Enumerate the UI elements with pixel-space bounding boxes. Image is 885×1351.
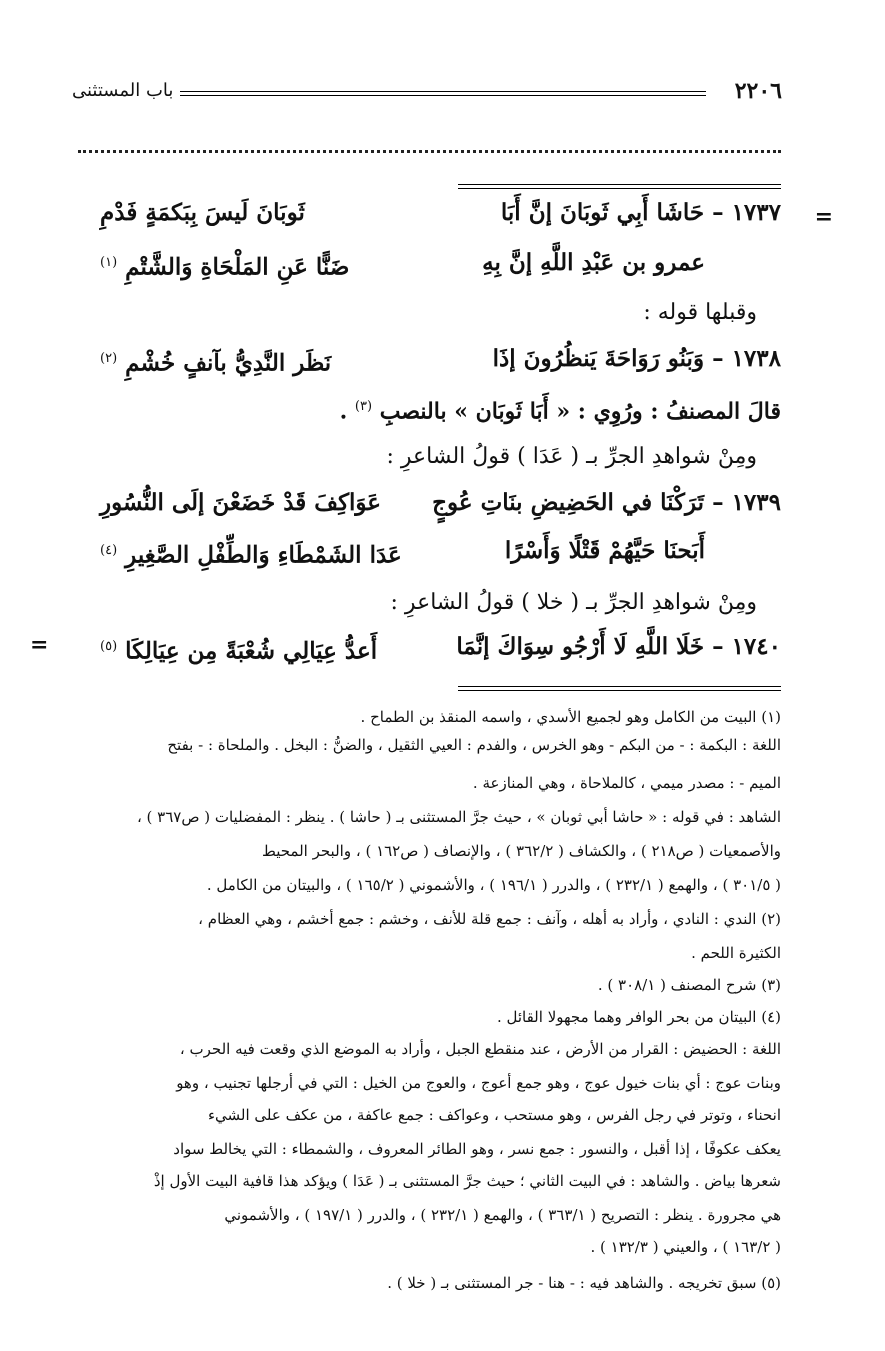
verse-1737-b [482,246,705,280]
continuation-rule [458,184,781,189]
author-remark: قالَ المصنفُ : ورُوِي : « أَبَا ثَوبَان » بالنصبِ $^{(٣)}$ . [339,398,781,425]
verse-1739-a-second [100,486,381,520]
verse-second-half: ثَوبَانَ لَيسَ بِبَكمَةٍ فَدْمِ [100,199,305,226]
margin-equals-top: = [814,204,833,230]
footnote-line: اللغة : البكمة : - من البكم - وهو الخرس ، والفدم : العيي الثقيل ، والضنُّ : البخل . والملحاة : - بفتح [167,736,781,754]
verse-first-half: حَاشَا أَبِي ثَوبَانَ إنَّ أَبَا [500,199,705,226]
verse-1737-a-second [100,196,305,230]
verse-second-half: أَعدُّ عِيَالِي شُعْبَةً مِن عِيَالِكَا [125,637,378,665]
prose-before-1738: وقبلها قوله : [643,300,757,325]
footnote-line: (٢) الندي : النادي ، وأراد به أهله ، وآنف : جمع قلة للأنف ، وخشم : جمع أخشم ، وهي العظام ، [198,910,781,928]
footnote-line: (٥) سبق تخريجه . والشاهد فيه : - هنا - جر المستثنى بـ ( خلا ) . [387,1274,781,1292]
footnote-line: يعكف عكوفًا ، إذا أقبل ، والنسور : جمع نسر ، وهو الطائر المعروف ، والشمطاء : التي يخالط سواد [173,1140,781,1158]
verse-number: ١٧٣٧ [731,199,781,226]
footnote-line: شعرها بياض . والشاهد : في البيت الثاني ؛ حيث جرَّ المستثنى بـ ( عَدَا ) ويؤكد هذا قافية البيت الأول إذْ [153,1172,781,1190]
chapter-title: باب المستثنى [72,80,174,101]
verse-1738: ١٧٣٨ – وَبَنُو رَوَاحَةَ يَنظُرُونَ إذَا [492,345,781,372]
verse-1739-b [505,534,705,568]
footnote-line: والأصمعيات ( ص٢١٨ ) ، والكشاف ( ٣٦٢/٢ ) ، والإنصاف ( ص١٦٢ ) ، والبحر المحيط [261,842,781,860]
page-number: ٢٢٠٦ [734,78,782,104]
footnote-line: وبنات عوج : أي بنات خيول عوج ، وهو جمع أعوج ، والعوج من الخيل : التي في أرجلها تجنيب ، وهو [176,1074,781,1092]
footnote-ref: (٤) [100,543,118,558]
verse-first-half: تَرَكْنَا في الحَضِيضِ بنَاتِ عُوجٍ [432,489,705,516]
verse-first-half: عمرو بن عَبْدِ اللَّهِ إنَّ بِهِ [482,249,705,276]
margin-equals-bottom: = [30,632,49,658]
footnote-line: الكثيرة اللحم . [691,944,781,962]
verse-second-half: ضَنًّا عَنِ المَلْحَاةِ وَالشَّتْمِ [125,253,350,281]
footnote-line: اللغة : الحضيض : القرار من الأرض ، عند منقطع الجبل ، وأراد به الموضع الذي وقعت فيه الحرب ، [179,1040,781,1058]
verse-1739-a: ١٧٣٩ – تَرَكْنَا في الحَضِيضِ بنَاتِ عُوجٍ [432,489,781,516]
footnote-line: الميم - : مصدر ميمي ، كالملاحاة ، وهي المنازعة . [472,774,781,792]
header-rule [180,91,706,96]
verse-number: ١٧٣٨ [731,345,781,372]
verse-1738-second [100,342,331,381]
author-remark-text: قالَ المصنفُ : ورُوِي : « أَبَا ثَوبَان » بالنصبِ [379,398,781,425]
footnote-line: ( ٣٠١/٥ ) ، والهمع ( ٢٣٢/١ ) ، والدرر ( ١٩٦/١ ) ، والأشموني ( ١٦٥/٢ ) ، والبيتان من الكامل . [206,876,781,894]
verse-number: ١٧٣٩ [731,489,781,516]
verse-first-half: خَلَا اللَّهِ لَا أَرْجُو سِوَاكَ إنَّمَا [456,633,705,660]
footnote-rule [458,686,781,691]
verse-number: ١٧٤٠ [731,633,781,660]
adda-intro: ومِنْ شواهدِ الجرِّ بـ ( عَدَا ) قولُ الشاعرِ : [386,444,757,469]
khala-intro: ومِنْ شواهدِ الجرِّ بـ ( خلا ) قولُ الشاعرِ : [390,590,757,615]
verse-1737-b-second [100,246,349,285]
verse-1740: ١٧٤٠ – خَلَا اللَّهِ لَا أَرْجُو سِوَاكَ إنَّمَا [456,633,781,660]
footnote-line: (٣) شرح المصنف ( ٣٠٨/١ ) . [597,976,781,994]
verse-1737-a: ١٧٣٧ – حَاشَا أَبِي ثَوبَانَ إنَّ أَبَا [500,199,781,226]
footnote-line: ( ١٦٣/٢ ) ، والعيني ( ١٣٢/٣ ) . [590,1238,781,1256]
verse-1739-b-second [100,534,402,573]
verse-1740-second [100,630,377,669]
verse-first-half: وَبَنُو رَوَاحَةَ يَنظُرُونَ إذَا [492,345,705,372]
verse-second-half: عَدَا الشَمْطَاءِ وَالطِّفْلِ الصَّغِيرِ [125,541,402,569]
verse-second-half: عَوَاكِفَ قَدْ خَضَعْنَ إلَى النُّسُورِ [100,489,382,516]
footnote-line: الشاهد : في قوله : « حاشا أبي ثوبان » ، حيث جرَّ المستثنى بـ ( حاشا ) . ينظر : المفضليات ( ص٣٦٧ ) ، [136,808,781,826]
verse-first-half: أَبَحنَا حَيَّهُمْ قَتْلًا وَأَسْرًا [504,537,705,564]
footnote-ref: (٢) [100,351,118,366]
dotted-separator [78,150,781,153]
footnote-line: انحناء ، وتوتر في رجل الفرس ، وهو مستحب ، وعواكف : جمع عاكفة ، من عكف على الشيء [207,1106,781,1124]
footnote-line: هي مجرورة . ينظر : التصريح ( ٣٦٣/١ ) ، والهمع ( ٢٣٢/١ ) ، والدرر ( ١٩٧/١ ) ، والأشموني [224,1206,781,1224]
footnote-line: (١) البيت من الكامل وهو لجميع الأسدي ، واسمه المنقذ بن الطماح . [360,708,781,726]
footnote-ref: (١) [100,255,118,270]
footnote-ref: (٣) [354,399,373,414]
running-header [72,78,782,108]
footnote-ref: (٥) [100,639,118,654]
footnote-line: (٤) البيتان من بحر الوافر وهما مجهولا القائل . [496,1008,781,1026]
verse-second-half: نَظَر النَّدِيُّ بآنفٍ خُشْمِ [125,349,332,377]
